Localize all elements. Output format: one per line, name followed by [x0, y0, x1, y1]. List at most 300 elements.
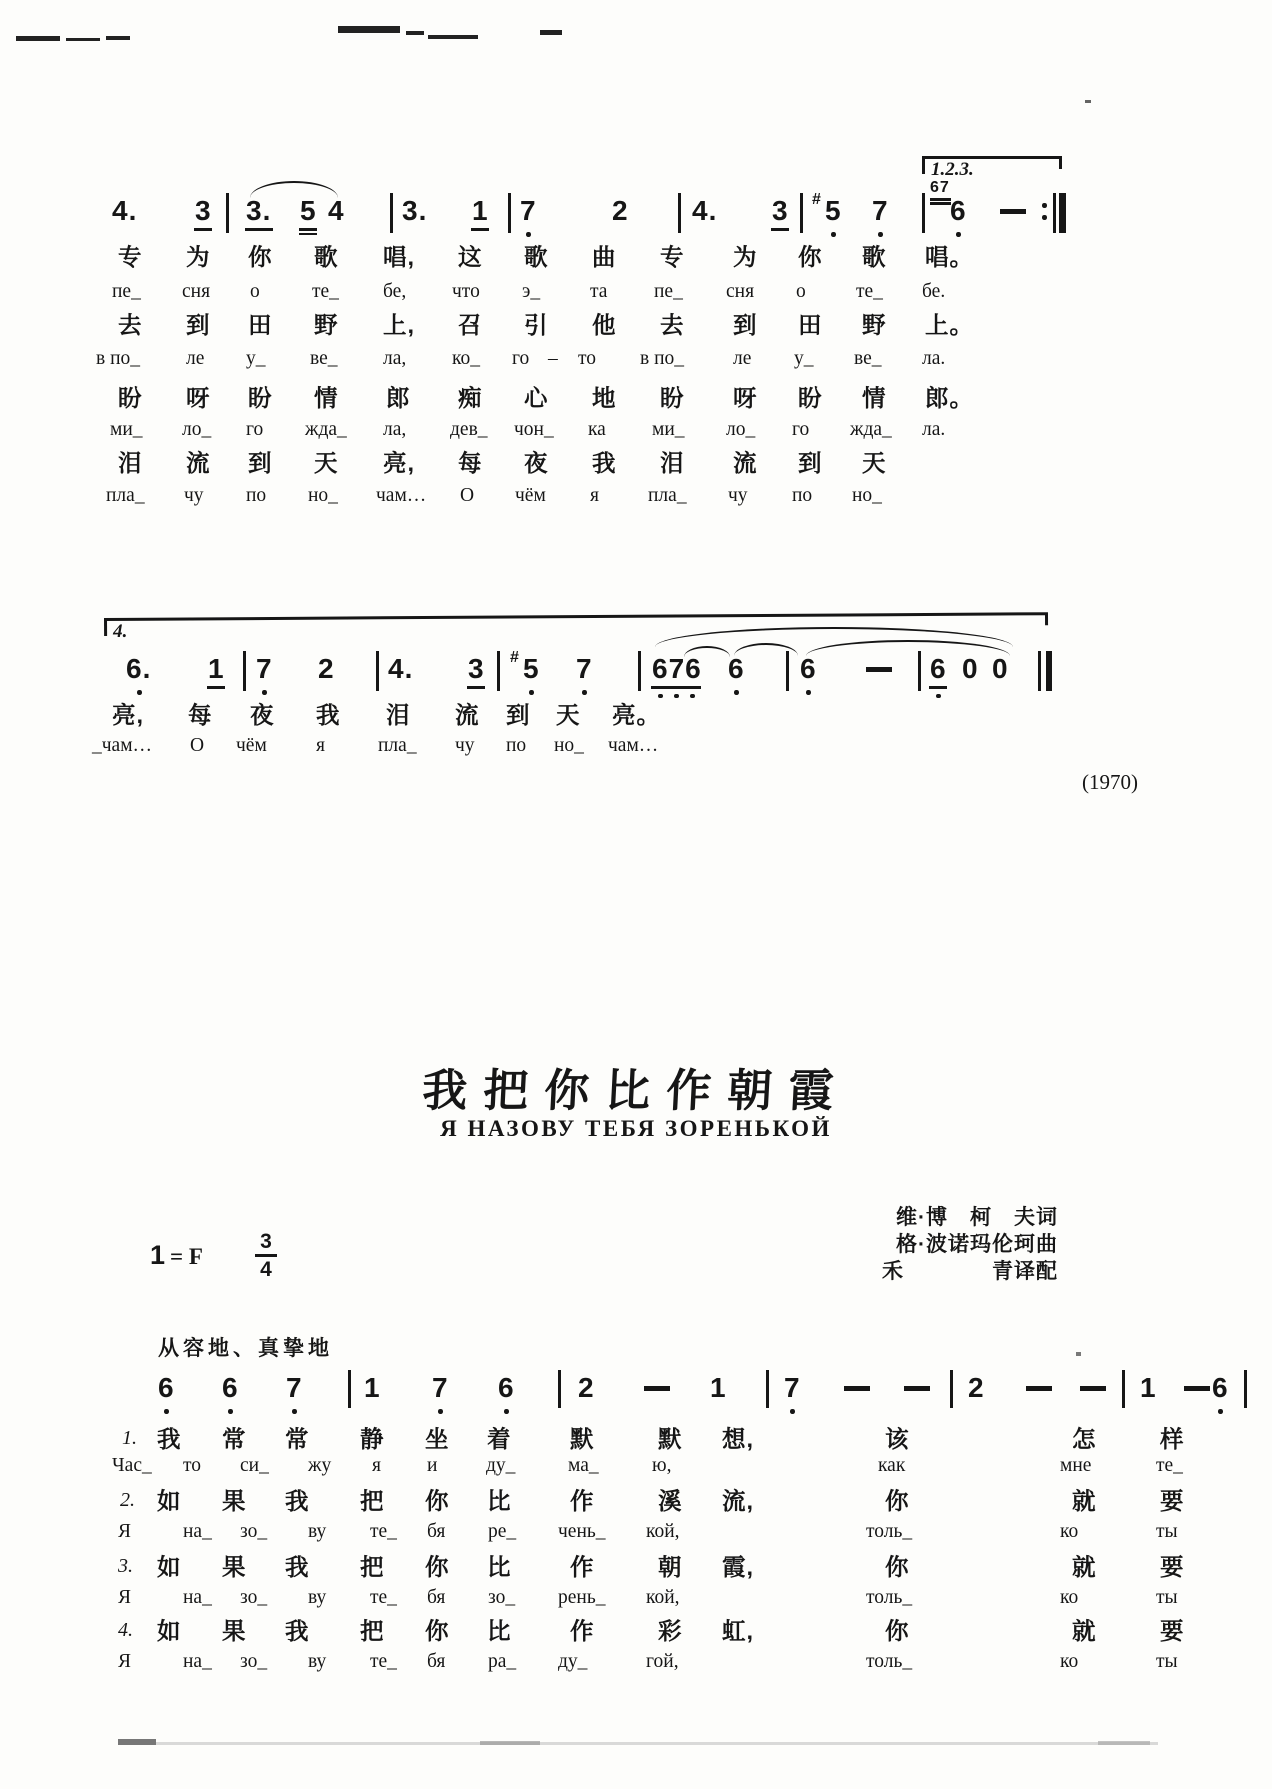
lyric-syllable: по [792, 485, 813, 506]
barline [766, 1370, 769, 1408]
lyric-syllable: 盼 [798, 385, 823, 411]
lyric-syllable: 到 [248, 450, 273, 476]
lyric-syllable: 夜 [250, 702, 275, 728]
lyric-syllable: та [590, 281, 608, 302]
scan-artifact [1076, 1352, 1081, 1356]
lyric-syllable: но_ [308, 485, 338, 506]
lyric-syllable: чон_ [514, 419, 554, 440]
lyric-syllable: толь_ [866, 1651, 913, 1672]
note-4.: 4. [112, 195, 138, 226]
lyric-syllable: у_ [246, 348, 266, 369]
key-letter: = F [170, 1244, 203, 1269]
octave-dot-low [504, 1409, 509, 1414]
lyric-syllable: ми_ [652, 419, 685, 440]
lyric-syllable: ко_ [452, 348, 480, 369]
lyric-syllable: чу [455, 735, 475, 756]
lyric-syllable: 就 [1072, 1488, 1097, 1514]
lyric-syllable: бе. [922, 281, 946, 302]
sharp-accidental: # [812, 191, 821, 208]
lyric-syllable: ву [308, 1651, 327, 1672]
lyric-syllable: 作 [570, 1488, 595, 1514]
barline [243, 651, 246, 691]
note-1: 1 [1140, 1372, 1157, 1403]
lyric-syllable: 如 [157, 1488, 182, 1514]
note-6: 6 [950, 195, 967, 226]
lyric-syllable: жу [308, 1455, 332, 1476]
lyric-syllable: чам… [376, 485, 427, 506]
lyric-syllable: 你 [885, 1618, 910, 1644]
lyric-syllable: 盼 [118, 385, 143, 411]
scan-artifact [1098, 1741, 1150, 1745]
lyric-syllable: ду_ [486, 1455, 516, 1476]
barline [922, 193, 925, 233]
lyric-syllable: 比 [487, 1618, 512, 1644]
scan-artifact [406, 31, 424, 35]
lyric-syllable: толь_ [866, 1587, 913, 1608]
note-2: 2 [968, 1372, 985, 1403]
lyric-syllable: 泪 [386, 702, 411, 728]
lyric-syllable: ка [588, 419, 606, 440]
lyric-syllable: бя [427, 1521, 446, 1542]
note-beam [471, 228, 489, 231]
lyric-syllable: 你 [798, 244, 823, 270]
note-beam [299, 228, 317, 231]
note-3: 3 [772, 195, 789, 226]
scan-artifact [480, 1741, 540, 1745]
lyric-syllable: ве_ [854, 348, 882, 369]
octave-dot-low [137, 690, 142, 695]
octave-dot-low [831, 232, 836, 237]
lyric-syllable: 流 [455, 702, 480, 728]
lyric-syllable: 霞, [722, 1554, 755, 1580]
note-6: 6 [158, 1372, 175, 1403]
lyric-syllable: 你 [425, 1488, 450, 1514]
scan-artifact [1085, 100, 1091, 103]
lyric-syllable: 曲 [592, 244, 617, 270]
note-3: 3 [468, 653, 485, 684]
octave-dot-low [790, 1409, 795, 1414]
octave-dot-low [526, 232, 531, 237]
note-beam [651, 686, 701, 689]
note-1: 1 [472, 195, 489, 226]
octave-dot-low [690, 694, 695, 699]
note-5: 5 [300, 195, 317, 226]
lyric-syllable: Я [118, 1521, 132, 1542]
note-6: 6 [222, 1372, 239, 1403]
barline [786, 651, 789, 691]
lyric-syllable: 果 [222, 1488, 247, 1514]
lyric-syllable: по [246, 485, 267, 506]
lyric-syllable: 默 [570, 1426, 595, 1452]
lyric-syllable: 把 [360, 1618, 385, 1644]
translator-credit: 禾 青译配 [882, 1260, 1058, 1283]
lyric-syllable: о [250, 281, 260, 302]
lyric-syllable: 盼 [248, 385, 273, 411]
scan-artifact [338, 26, 400, 33]
lyric-syllable: 常 [222, 1426, 247, 1452]
note-2: 2 [612, 195, 629, 226]
repeat-dot [1042, 215, 1047, 220]
lyric-syllable: 泪 [660, 450, 685, 476]
note-1: 1 [710, 1372, 727, 1403]
lyric-syllable: 每 [458, 450, 483, 476]
lyric-syllable: на_ [183, 1521, 212, 1542]
volta-right-tick [1045, 614, 1048, 625]
lyric-syllable: ву [308, 1587, 327, 1608]
lyric-syllable: пла_ [648, 485, 687, 506]
lyric-syllable: и [427, 1455, 438, 1476]
barline [376, 651, 379, 691]
lyric-syllable: те_ [370, 1521, 397, 1542]
barline [348, 1370, 351, 1408]
octave-dot-low [674, 694, 679, 699]
lyric-syllable: 怎 [1072, 1426, 1097, 1452]
note-beam [467, 686, 485, 689]
grace-beam [930, 198, 951, 201]
note-7: 7 [872, 195, 889, 226]
lyric-syllable: но_ [554, 735, 584, 756]
lyric-syllable: бя [427, 1587, 446, 1608]
lyric-syllable: ла. [922, 419, 946, 440]
barline [497, 651, 500, 691]
lyric-syllable: ве_ [310, 348, 338, 369]
lyric-syllable: я [590, 485, 599, 506]
note-7: 7 [784, 1372, 801, 1403]
lyric-syllable: 常 [285, 1426, 310, 1452]
lyric-syllable: пе_ [112, 281, 141, 302]
lyric-syllable: 歌 [314, 244, 339, 270]
lyric-syllable: дев_ [450, 419, 488, 440]
lyric-syllable: 你 [248, 244, 273, 270]
verse-number: 3. [118, 1555, 133, 1577]
lyric-syllable: 到 [506, 702, 531, 728]
lyric-syllable: зо_ [240, 1651, 268, 1672]
lyric-syllable: как [878, 1455, 906, 1476]
lyric-syllable: 田 [798, 312, 823, 338]
lyric-syllable: но_ [852, 485, 882, 506]
lyric-syllable: те_ [1156, 1455, 1183, 1476]
note-beam [194, 228, 212, 231]
barline [558, 1370, 561, 1408]
lyric-syllable: 亮, [112, 702, 145, 728]
lyric-syllable: ло_ [182, 419, 212, 440]
lyric-syllable: 样 [1160, 1426, 1185, 1452]
lyric-syllable: чу [728, 485, 748, 506]
volta-right-tick [1059, 158, 1062, 169]
volta-label: 4. [113, 620, 128, 642]
barline [508, 193, 511, 233]
octave-dot-low [878, 232, 883, 237]
volta-bracket [922, 156, 1062, 180]
lyric-syllable: 你 [885, 1554, 910, 1580]
scan-artifact [428, 35, 478, 39]
lyric-syllable: зо_ [240, 1587, 268, 1608]
lyric-syllable: 歌 [862, 244, 887, 270]
note-6: 6 [800, 653, 817, 684]
lyric-syllable: ма_ [568, 1455, 599, 1476]
lyric-syllable: ла, [383, 348, 407, 369]
time-signature [254, 1231, 278, 1280]
barline [918, 651, 921, 691]
lyric-syllable: мне [1060, 1455, 1092, 1476]
time-signature-denominator: 4 [260, 1257, 272, 1281]
lyric-syllable: 泪 [118, 450, 143, 476]
barline [1122, 1370, 1125, 1408]
lyric-syllable: 天 [556, 702, 581, 728]
lyric-syllable: 如 [157, 1618, 182, 1644]
slur-tie [684, 646, 730, 657]
lyric-syllable: 痴 [458, 385, 483, 411]
lyric-syllable: рень_ [558, 1587, 606, 1608]
dash-sustain [644, 1386, 670, 1391]
slur-tie [250, 181, 338, 198]
lyric-syllable: 田 [248, 312, 273, 338]
barline [678, 193, 681, 233]
note-6: 6 [498, 1372, 515, 1403]
barline [800, 193, 803, 233]
lyric-syllable: кой, [646, 1521, 680, 1542]
lyric-syllable: 上。 [925, 312, 974, 338]
lyric-syllable: 我 [157, 1426, 182, 1452]
lyric-syllable: у_ [794, 348, 814, 369]
lyric-syllable: 天 [314, 450, 339, 476]
volta-left-tick [922, 158, 925, 174]
volta-left-tick [104, 620, 107, 636]
lyric-syllable: бе, [383, 281, 407, 302]
credits-block [882, 1204, 1058, 1285]
lyric-syllable: го [792, 419, 810, 440]
lyric-syllable: зо_ [240, 1521, 268, 1542]
final-bar-thick [1046, 651, 1052, 691]
volta-label: 1.2.3. [931, 159, 974, 180]
key-signature [150, 1240, 203, 1271]
note-2: 2 [318, 653, 335, 684]
lyric-syllable: пе_ [654, 281, 683, 302]
barline [1244, 1370, 1247, 1408]
note-beam [771, 228, 789, 231]
lyric-syllable: чём [515, 485, 546, 506]
note-3.: 3. [246, 195, 272, 226]
lyric-syllable: сня [726, 281, 755, 302]
barline [226, 193, 229, 233]
lyric-syllable: в по_ [96, 348, 141, 369]
lyric-syllable: ду_ [558, 1651, 588, 1672]
lyric-syllable: 彩 [658, 1618, 683, 1644]
lyric-syllable: Час_ [112, 1455, 152, 1476]
lyric-syllable: 我 [285, 1618, 310, 1644]
lyric-syllable: 盼 [660, 385, 685, 411]
lyric-syllable: 比 [487, 1488, 512, 1514]
dash-sustain [904, 1386, 930, 1391]
lyric-syllable: о [796, 281, 806, 302]
lyric-syllable: ко [1060, 1521, 1079, 1542]
lyric-syllable: жда_ [850, 419, 892, 440]
lyric-syllable: 该 [885, 1426, 910, 1452]
note-4.: 4. [692, 195, 718, 226]
lyric-syllable: 想, [722, 1426, 755, 1452]
octave-dot-low [936, 694, 941, 699]
lyric-syllable: 天 [862, 450, 887, 476]
note-3.: 3. [402, 195, 428, 226]
lyric-syllable: чём [236, 735, 267, 756]
lyric-syllable: чу [184, 485, 204, 506]
lyric-syllable: ты [1156, 1651, 1178, 1672]
lyric-syllable: 专 [660, 244, 685, 270]
lyric-syllable: 把 [360, 1554, 385, 1580]
grace-notes: 67 [930, 179, 950, 196]
octave-dot-low [292, 1409, 297, 1414]
note-4: 4 [328, 195, 345, 226]
lyric-syllable: пла_ [106, 485, 145, 506]
note-7: 7 [432, 1372, 449, 1403]
lyric-syllable: 呀 [733, 385, 758, 411]
lyric-syllable: Я [118, 1587, 132, 1608]
note-7: 7 [256, 653, 273, 684]
lyric-syllable: 去 [660, 312, 685, 338]
lyric-syllable: гой, [646, 1651, 679, 1672]
note-6: 6 [930, 653, 947, 684]
lyric-syllable: 为 [186, 244, 211, 270]
lyric-syllable: 他 [592, 312, 617, 338]
lyric-syllable: ты [1156, 1521, 1178, 1542]
lyric-syllable: чам… [608, 735, 659, 756]
note-3: 3 [195, 195, 212, 226]
lyric-syllable: 我 [285, 1554, 310, 1580]
lyric-syllable: 我 [592, 450, 617, 476]
scan-artifact [106, 36, 130, 40]
final-bar-thin [1038, 651, 1041, 691]
lyric-syllable: что [452, 281, 480, 302]
scan-artifact [118, 1739, 156, 1745]
lyric-syllable: ле [733, 348, 752, 369]
dash-sustain [1000, 209, 1026, 214]
lyric-syllable: ле [186, 348, 205, 369]
lyric-syllable: то [183, 1455, 202, 1476]
lyric-syllable: ре_ [488, 1521, 517, 1542]
lyric-syllable: 虹, [722, 1618, 755, 1644]
lyric-syllable: 歌 [524, 244, 549, 270]
lyric-syllable: ла, [383, 419, 407, 440]
verse-number: 1. [122, 1427, 137, 1449]
note-6: 6 [1212, 1372, 1229, 1403]
lyric-syllable: 静 [360, 1426, 385, 1452]
lyric-syllable: 果 [222, 1554, 247, 1580]
lyric-syllable: 作 [570, 1554, 595, 1580]
sharp-accidental: # [510, 649, 519, 666]
octave-dot-low [806, 690, 811, 695]
lyric-syllable: 要 [1160, 1488, 1185, 1514]
barline [950, 1370, 953, 1408]
octave-dot-low [956, 232, 961, 237]
scan-artifact [540, 30, 562, 35]
lyric-syllable: 唱。 [925, 244, 974, 270]
verse-number: 4. [118, 1619, 133, 1641]
note-1: 1 [208, 653, 225, 684]
octave-dot-low [164, 1409, 169, 1414]
lyric-syllable: 每 [188, 702, 213, 728]
lyric-syllable: ко [1060, 1651, 1079, 1672]
octave-dot-low [228, 1409, 233, 1414]
lyric-syllable: те_ [370, 1587, 397, 1608]
lyric-syllable: 我 [316, 702, 341, 728]
lyric-syllable: в по_ [640, 348, 685, 369]
lyric-syllable: ю, [652, 1455, 672, 1476]
lyric-syllable: ко [1060, 1587, 1079, 1608]
note-beam [207, 686, 225, 689]
time-signature-numerator: 3 [260, 1230, 272, 1253]
dash-sustain [866, 667, 892, 672]
lyric-syllable: 到 [798, 450, 823, 476]
lyric-syllable: 郎。 [925, 385, 974, 411]
lyric-syllable: 流 [733, 450, 758, 476]
lyric-syllable: ты [1156, 1587, 1178, 1608]
octave-dot-low [438, 1409, 443, 1414]
song-title-chinese: 我把你比作朝霞 [420, 1065, 851, 1116]
note-5: 5 [523, 653, 540, 684]
lyric-syllable: по [506, 735, 527, 756]
lyric-syllable: 比 [487, 1554, 512, 1580]
lyric-syllable: ло_ [726, 419, 756, 440]
lyric-syllable: 到 [186, 312, 211, 338]
note-676: 676 [652, 653, 702, 684]
grace-beam [930, 202, 951, 205]
repeat-thin-bar [1053, 193, 1056, 233]
scan-artifact [66, 38, 100, 41]
lyric-syllable: 你 [885, 1488, 910, 1514]
lyric-syllable: си_ [240, 1455, 269, 1476]
lyric-syllable: 就 [1072, 1618, 1097, 1644]
lyric-syllable: О [460, 485, 475, 506]
lyric-syllable: 流, [722, 1488, 755, 1514]
scan-artifact [118, 1742, 1158, 1745]
composition-year: (1970) [1082, 770, 1138, 794]
lyric-syllable: я [372, 1455, 381, 1476]
lyric-syllable: бя [427, 1651, 446, 1672]
tempo-marking: 从容地、真挚地 [158, 1337, 333, 1360]
lyric-syllable: 野 [314, 312, 339, 338]
octave-dot-low [1218, 1409, 1223, 1414]
lyric-syllable: 如 [157, 1554, 182, 1580]
octave-dot-low [658, 694, 663, 699]
lyric-syllable: на_ [183, 1651, 212, 1672]
note-7: 7 [286, 1372, 303, 1403]
note-beam [929, 686, 947, 689]
lyric-syllable: я [316, 735, 325, 756]
lyric-syllable: 亮。 [612, 702, 661, 728]
lyric-syllable: – [548, 348, 558, 369]
lyric-syllable: _чам… [92, 735, 153, 756]
note-6: 6 [728, 653, 745, 684]
lyric-syllable: ми_ [110, 419, 143, 440]
lyric-syllable: чень_ [558, 1521, 606, 1542]
note-7: 7 [576, 653, 593, 684]
lyric-syllable: 为 [733, 244, 758, 270]
lyric-syllable: 夜 [524, 450, 549, 476]
lyric-syllable: 这 [458, 244, 483, 270]
lyric-syllable: 作 [570, 1618, 595, 1644]
lyric-syllable: 把 [360, 1488, 385, 1514]
lyric-syllable: 野 [862, 312, 887, 338]
key-tonic-digit: 1 [150, 1240, 166, 1270]
lyric-syllable: 到 [733, 312, 758, 338]
note-4.: 4. [388, 653, 414, 684]
lyric-syllable: 唱, [383, 244, 416, 270]
lyric-syllable: жда_ [305, 419, 347, 440]
note-beam [299, 233, 317, 236]
lyric-syllable: 默 [658, 1426, 683, 1452]
time-signature-bar [255, 1254, 277, 1257]
lyric-syllable: 朝 [658, 1554, 683, 1580]
